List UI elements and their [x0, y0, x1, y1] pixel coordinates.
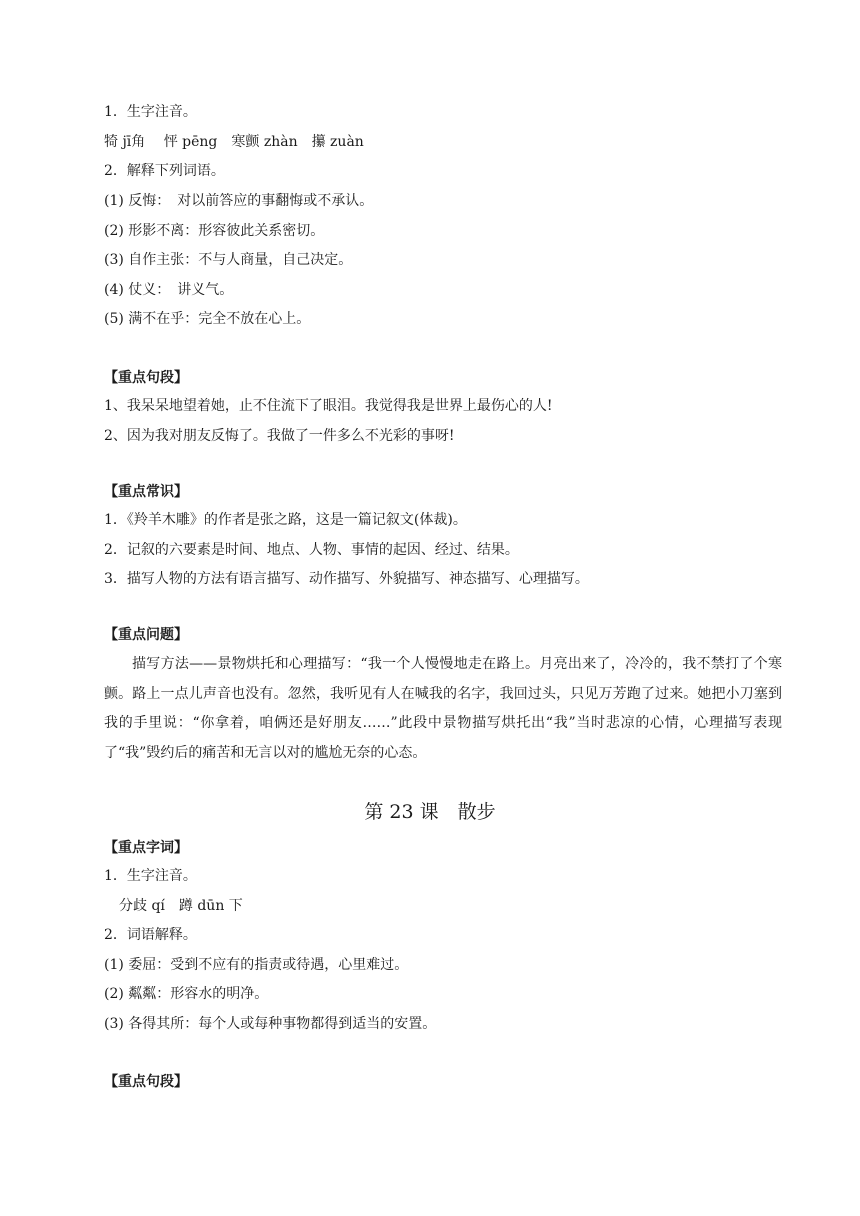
lesson-title: 第 23 课 散步 [364, 801, 496, 823]
knowledge-item: 2．记叙的六要素是时间、地点、人物、事情的起因、经过、结果。 [104, 542, 519, 558]
vocab-title: 1．生字注音。 [104, 868, 197, 884]
key-sentences-heading: 【重点句段】 [104, 370, 188, 386]
explanation-item: (5) 满不在乎：完全不放在心上。 [104, 311, 311, 327]
key-sentences-heading: 【重点句段】 [104, 1074, 188, 1090]
explanation-item: (4) 仗义： 讲义气。 [104, 282, 234, 298]
explanation-item: (1) 委屈：受到不应有的指责或待遇，心里难过。 [104, 957, 409, 973]
explanation-item: (1) 反悔： 对以前答应的事翻悔或不承认。 [104, 193, 374, 209]
key-words-heading: 【重点字词】 [104, 840, 188, 856]
pinyin-line: 犄 jī角 怦 pēng 寒颤 zhàn 攥 zuàn [104, 134, 364, 150]
explanation-item: (2) 形影不离：形容彼此关系密切。 [104, 223, 325, 239]
explanation-item: (2) 粼粼：形容水的明净。 [104, 986, 269, 1002]
explanation-item: (3) 各得其所：每个人或每种事物都得到适当的安置。 [104, 1016, 437, 1032]
key-knowledge-heading: 【重点常识】 [104, 484, 188, 500]
key-question-heading: 【重点问题】 [104, 627, 188, 643]
explain-title: 2．解释下列词语。 [104, 163, 225, 179]
explanation-item: (3) 自作主张：不与人商量，自己决定。 [104, 252, 353, 268]
key-sentence: 1、我呆呆地望着她，止不住流下了眼泪。我觉得我是世界上最伤心的人! [104, 398, 553, 414]
key-sentence: 2、因为我对朋友反悔了。我做了一件多么不光彩的事呀! [104, 428, 455, 444]
key-question-paragraph: 描写方法——景物烘托和心理描写：“我一个人慢慢地走在路上。月亮出来了，冷冷的，我不禁打了个寒颤。路上一点儿声音也没有。忽然，我听见有人在喊我的名字，我回过头，只见万芳跑了过来。她把小刀塞到我的手里说：“你拿着，咱俩还是好朋友……”此段中景物描写烘托出“我”当时悲凉的心情，心理描写表现了“我”毁约后的痛苦和无言以对的尴尬无奈的心态。 [104, 656, 782, 761]
knowledge-item: 3．描写人物的方法有语言描写、动作描写、外貌描写、神态描写、心理描写。 [104, 571, 589, 587]
knowledge-item: 1．《羚羊木雕》的作者是张之路，这是一篇记叙文(体裁)。 [104, 512, 467, 528]
explain-title: 2．词语解释。 [104, 927, 197, 943]
pinyin-line: 分歧 qí 蹲 dūn 下 [119, 898, 243, 914]
vocab-title: 1．生字注音。 [104, 104, 197, 120]
